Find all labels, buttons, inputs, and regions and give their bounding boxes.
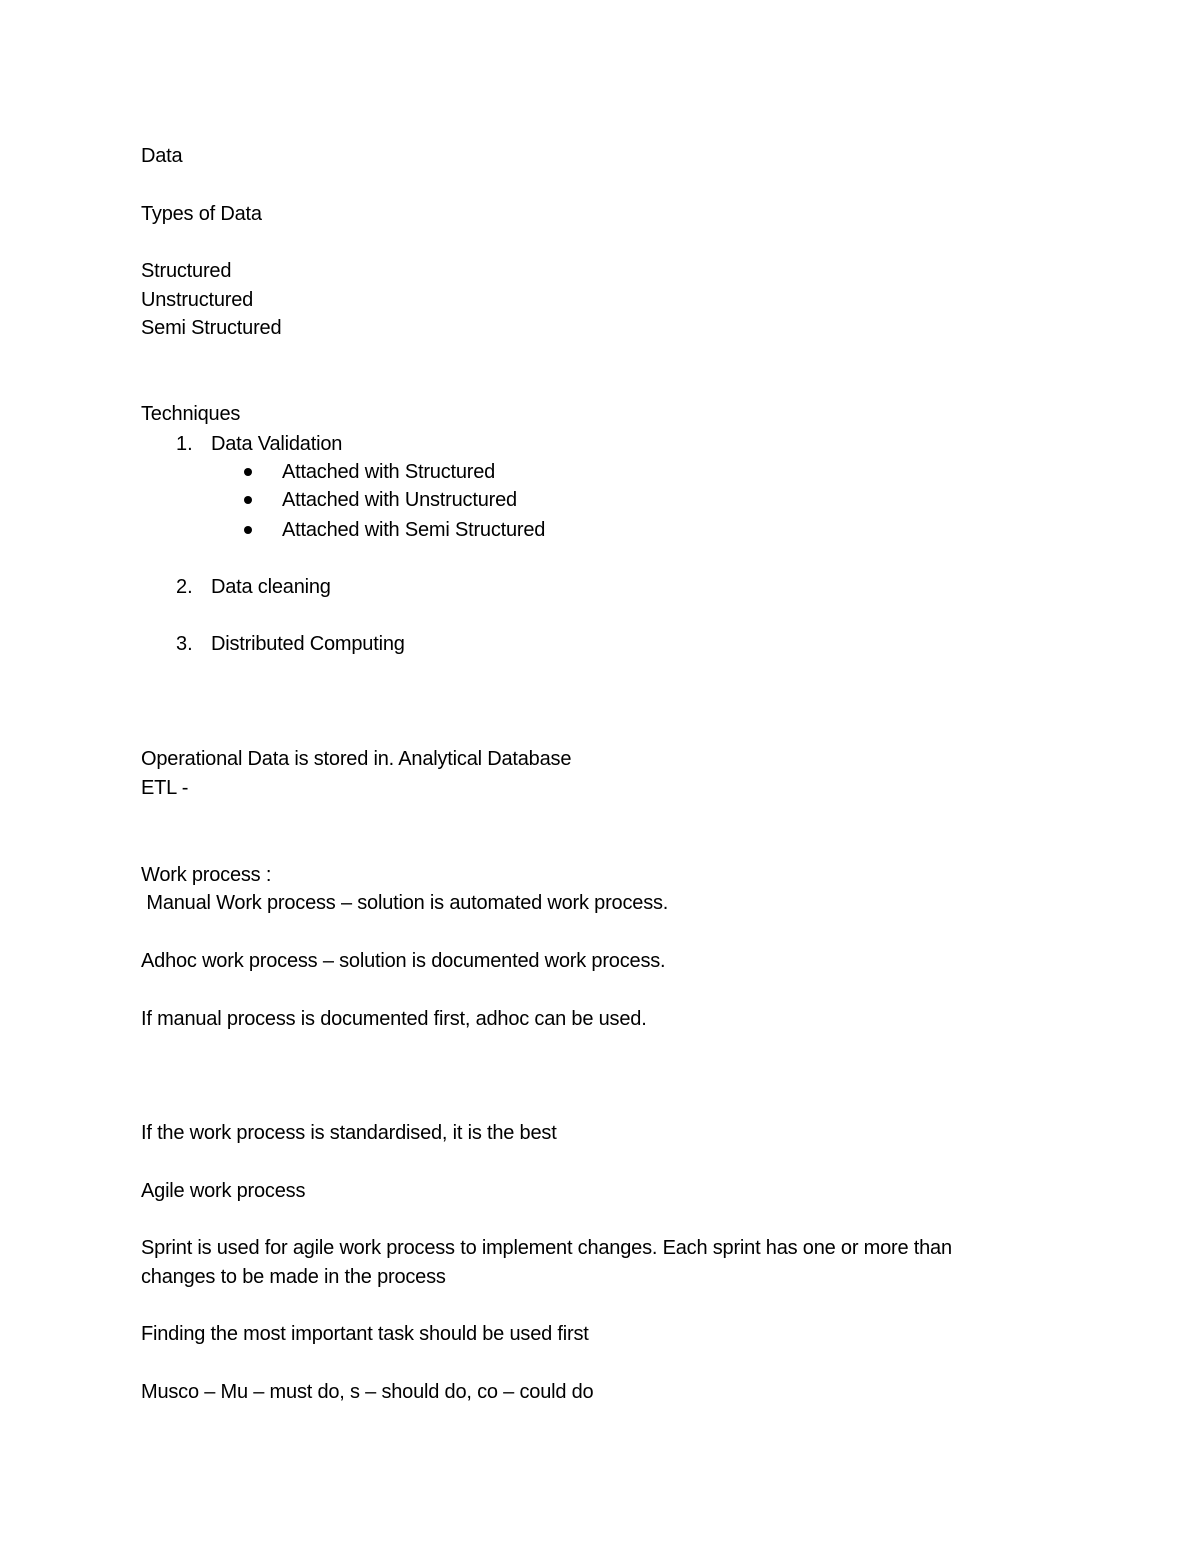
work-process-heading: Work process : — [141, 864, 272, 886]
finding-line: Finding the most important task should be used first — [141, 1323, 589, 1345]
technique-data-validation: Data Validation — [211, 433, 343, 455]
list-number: 1. — [176, 433, 193, 455]
bullet-icon — [244, 526, 252, 534]
techniques-heading: Techniques — [141, 403, 241, 425]
bullet-attached-semi-structured: Attached with Semi Structured — [282, 519, 546, 541]
bullet-icon — [244, 468, 252, 476]
type-semi-structured: Semi Structured — [141, 317, 282, 339]
musco-line: Musco – Mu – must do, s – should do, co – could do — [141, 1381, 594, 1403]
type-structured: Structured — [141, 260, 232, 282]
bullet-icon — [244, 496, 252, 504]
technique-data-cleaning: Data cleaning — [211, 576, 331, 598]
if-manual-line: If manual process is documented first, adhoc can be used. — [141, 1008, 647, 1030]
agile-work-process-line: Agile work process — [141, 1180, 306, 1202]
bullet-attached-structured: Attached with Structured — [282, 461, 496, 483]
technique-distributed-computing: Distributed Computing — [211, 633, 405, 655]
list-number: 3. — [176, 633, 193, 655]
list-number: 2. — [176, 576, 193, 598]
sprint-line-1: Sprint is used for agile work process to implement changes. Each sprint has one or more than — [141, 1237, 952, 1259]
document-title: Data — [141, 145, 183, 167]
etl-line: ETL - — [141, 777, 189, 799]
sprint-line-2: changes to be made in the process — [141, 1266, 446, 1288]
adhoc-work-process-line: Adhoc work process – solution is documented work process. — [141, 950, 666, 972]
standardised-line: If the work process is standardised, it is the best — [141, 1122, 557, 1144]
manual-work-process-line: Manual Work process – solution is automated work process. — [141, 892, 669, 914]
bullet-attached-unstructured: Attached with Unstructured — [282, 489, 517, 511]
types-heading: Types of Data — [141, 203, 262, 225]
operational-data-line: Operational Data is stored in. Analytical Database — [141, 748, 572, 770]
type-unstructured: Unstructured — [141, 289, 254, 311]
